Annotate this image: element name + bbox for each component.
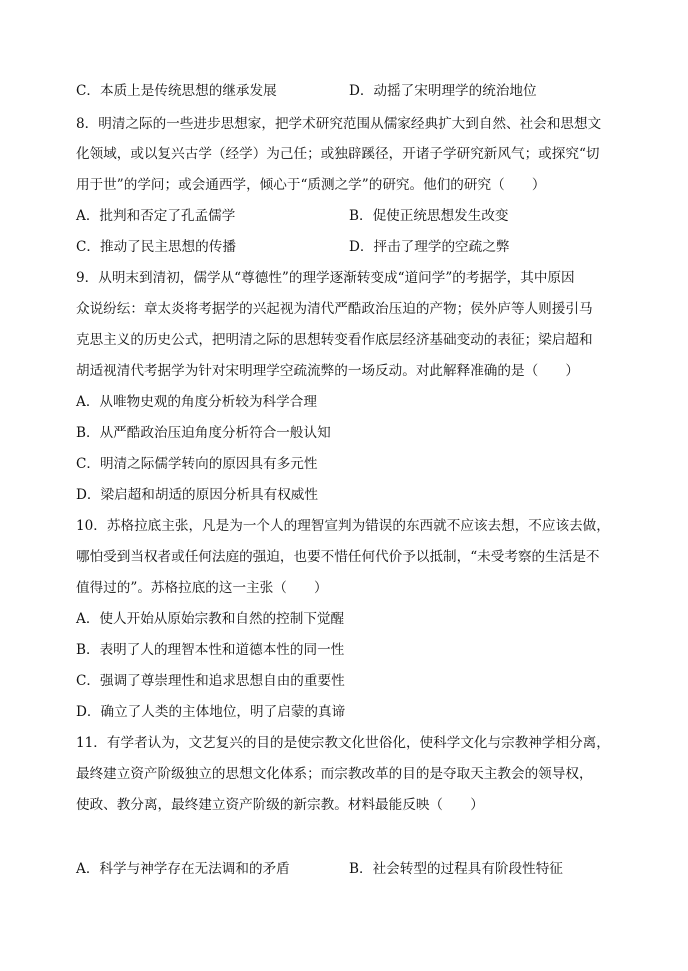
q10-stem-line-3: 值得过的”。苏格拉底的这一主张（ ）: [76, 580, 328, 596]
q9-option-a: A．从唯物史观的角度分析较为科学合理: [76, 394, 317, 410]
q9-option-b: B．从严酷政治压迫角度分析符合一般认知: [76, 425, 331, 441]
q7-option-d: D．动摇了宋明理学的统治地位: [349, 83, 537, 99]
q8-option-a: A．批判和否定了孔孟儒学: [76, 208, 236, 224]
q9-option-d: D．梁启超和胡适的原因分析具有权威性: [76, 487, 318, 503]
q10-option-d: D．确立了人类的主体地位，明了启蒙的真谛: [76, 704, 346, 720]
q7-option-c: C．本质上是传统思想的继承发展: [76, 83, 277, 99]
q9-stem-line-4: 胡适视清代考据学为针对宋明理学空疏流弊的一场反动。对此解释准确的是（ ）: [76, 363, 579, 379]
q11-option-b: B．社会转型的过程具有阶段性特征: [349, 861, 563, 877]
q9-option-c: C．明清之际儒学转向的原因具有多元性: [76, 456, 318, 472]
q8-option-d: D．抨击了理学的空疏之弊: [349, 239, 510, 255]
q8-stem-line-1: 8．明清之际的一些进步思想家，把学术研究范围从儒家经典扩大到自然、社会和思想文: [76, 116, 602, 132]
q9-stem-line-2: 众说纷纭：章太炎将考据学的兴起视为清代严酷政治压迫的产物；侯外庐等人则援引马: [76, 301, 593, 317]
q11-stem-line-1: 11．有学者认为，文艺复兴的目的是使宗教文化世俗化，使科学文化与宗教神学相分离，: [76, 735, 610, 751]
q10-option-c: C．强调了尊崇理性和追求思想自由的重要性: [76, 673, 345, 689]
q8-stem-line-3: 用于世”的学问；或会通西学，倾心于“质测之学”的研究。他们的研究（ ）: [76, 177, 546, 193]
q11-stem-line-2: 最终建立资产阶级独立的思想文化体系；而宗教改革的目的是夺取天主教会的领导权，: [76, 766, 593, 782]
q8-option-b: B．促使正统思想发生改变: [349, 208, 509, 224]
q10-option-b: B．表明了人的理智本性和道德本性的同一性: [76, 642, 345, 658]
q9-stem-line-1: 9．从明末到清初，儒学从“尊德性”的理学逐渐转变成“道问学”的考据学，其中原因: [76, 270, 575, 286]
q10-option-a: A．使人开始从原始宗教和自然的控制下觉醒: [76, 611, 345, 627]
q8-stem-line-2: 化领域，或以复兴古学（经学）为己任；或独辟蹊径，开诸子学研究新风气；或探究“切: [76, 146, 600, 162]
q11-stem-line-3: 使政、教分离，最终建立资产阶级的新宗教。材料最能反映（ ）: [76, 797, 484, 813]
q10-stem-line-1: 10．苏格拉底主张，凡是为一个人的理智宣判为错误的东西就不应该去想，不应该去做，: [76, 518, 610, 534]
q11-option-a: A．科学与神学存在无法调和的矛盾: [76, 861, 290, 877]
q8-option-c: C．推动了民主思想的传播: [76, 239, 236, 255]
q9-stem-line-3: 克思主义的历史公式，把明清之际的思想转变看作底层经济基础变动的表征；梁启超和: [76, 332, 593, 348]
q10-stem-line-2: 哪怕受到当权者或任何法庭的强迫，也要不惜任何代价予以抵制，“未受考察的生活是不: [76, 549, 600, 565]
